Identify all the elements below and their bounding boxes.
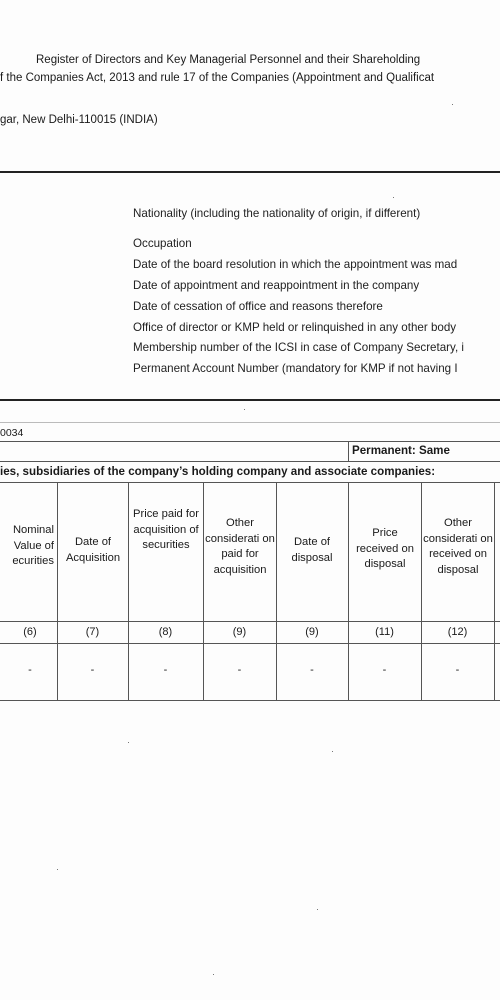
section-title: ies, subsidiaries of the company’s holding company and associate companies: [0,465,436,478]
table-top-rule [0,482,500,483]
pin-fragment: 0034 [0,427,24,439]
divider-top [0,171,500,173]
act-reference: f the Companies Act, 2013 and rule 17 of the Companies (Appointment and Qualificat [0,72,435,84]
field-appointment-date: Date of appointment and reappointment in the company [133,279,420,292]
scan-speck [393,197,394,198]
divider-middle [0,399,500,401]
field-cessation-date: Date of cessation of office and reasons therefore [133,300,383,313]
scan-speck [128,742,129,743]
row-rule [0,461,500,462]
col-number: (11) [375,626,394,638]
field-office-held: Office of director or KMP held or relinquished in any other body [133,321,457,334]
col-header-date-disposal: Date of disposal [291,536,333,564]
col-divider [494,482,495,700]
register-title: Register of Directors and Key Managerial Personnel and their Shareholding [36,54,421,66]
cell-value: - [237,664,242,676]
field-nationality: Nationality (including the nationality of origin, if different) [133,207,421,220]
cell-value: - [90,664,95,676]
scan-speck [244,409,245,410]
col-header-nominal-value: Nominal Value of ecurities [12,524,54,567]
table-bottom-rule [0,700,500,701]
cell-value: - [163,664,168,676]
col-header-price-paid: Price paid for acquisition of securities [133,508,199,551]
col-header-other-consideration-disposal: Other considerati on received on disposal [423,517,493,576]
row-rule [0,441,500,442]
scan-speck [317,909,318,910]
scan-speck [332,751,333,752]
col-number: (7) [85,626,100,638]
field-icsi-membership: Membership number of the ICSI in case of Company Secretary, i [133,341,464,354]
permanent-address: Permanent: Same [352,444,450,457]
row-rule [0,422,500,423]
col-header-other-consideration-acquisition: Other considerati on paid for acquisition [205,517,275,576]
company-address: gar, New Delhi-110015 (INDIA) [0,114,158,126]
col-number: (12) [447,626,468,638]
scan-speck [57,869,58,870]
cell-value: - [382,664,387,676]
numbers-bottom-rule [0,643,500,644]
cell-value: - [28,664,32,676]
col-header-price-received: Price received on disposal [356,527,414,570]
cell-value: - [310,664,314,676]
header-bottom-rule [0,621,500,622]
col-number: (9) [305,626,319,638]
field-board-resolution-date: Date of the board resolution in which the appointment was mad [133,258,458,271]
scan-speck [213,974,214,975]
cell-divider [348,441,349,461]
col-number: (6) [23,626,37,638]
scan-speck [452,104,453,105]
col-number: (9) [232,626,247,638]
col-number: (8) [158,626,173,638]
field-pan: Permanent Account Number (mandatory for KMP if not having I [133,362,458,375]
col-header-date-acquisition: Date of Acquisition [65,536,121,564]
field-occupation: Occupation [133,237,192,250]
cell-value: - [455,664,460,676]
